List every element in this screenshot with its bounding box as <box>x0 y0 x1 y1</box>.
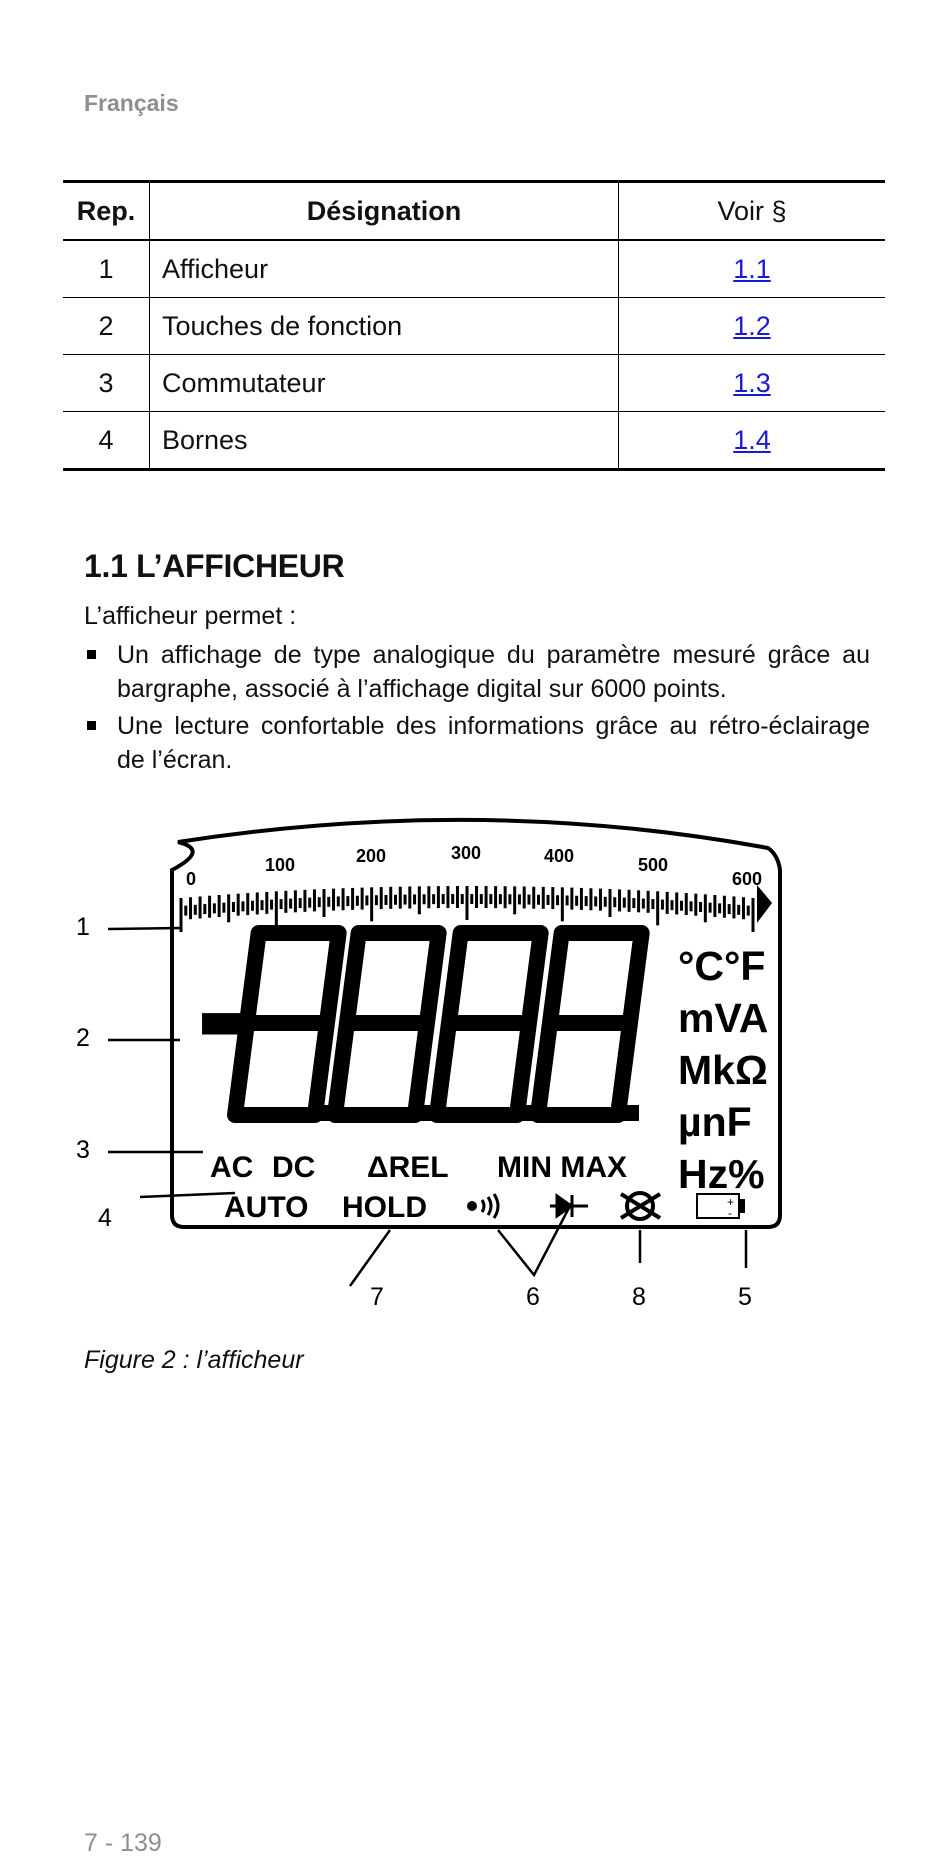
section-link[interactable]: 1.3 <box>733 367 771 398</box>
scale-label: 200 <box>356 846 387 866</box>
feature-list <box>84 638 870 780</box>
list-item <box>84 638 870 706</box>
section-title: 1.1 L’AFFICHEUR <box>84 548 345 584</box>
auto-label: AUTO <box>224 1191 309 1224</box>
seven-segment-digits <box>235 933 642 1121</box>
callout-number: 6 <box>526 1283 540 1311</box>
bargraph-arrow-icon <box>757 885 772 923</box>
bullet-text: Une lecture confortable des informations grâce au rétro-éclairage de l’écran. <box>117 712 870 774</box>
scale-label: 400 <box>544 846 575 866</box>
intro-text: L’afficheur permet : <box>84 602 297 630</box>
callout-number: 5 <box>738 1283 752 1311</box>
svg-text:-: - <box>728 1206 732 1220</box>
continuity-icon <box>467 1194 498 1218</box>
auto-power-off-icon <box>621 1193 660 1219</box>
hold-label: HOLD <box>342 1191 427 1224</box>
rep-cell: 1 <box>63 240 150 298</box>
scale-label: 100 <box>265 855 296 875</box>
callout-number: 1 <box>76 913 90 941</box>
section-link[interactable]: 1.1 <box>733 253 771 284</box>
svg-text:+: + <box>727 1195 735 1209</box>
designation-cell: Commutateur <box>150 355 619 412</box>
column-header-rep: Rep. <box>63 182 150 241</box>
section-link[interactable]: 1.2 <box>733 310 771 341</box>
ref-cell <box>619 412 886 470</box>
rel-label: ΔREL <box>367 1151 449 1184</box>
rep-cell: 3 <box>63 355 150 412</box>
bullet-square-icon <box>87 721 96 730</box>
scale-label: 500 <box>638 855 669 875</box>
callout-number: 3 <box>76 1136 90 1164</box>
rep-cell: 2 <box>63 298 150 355</box>
unit-mva: mVA <box>678 995 769 1041</box>
callout-number: 7 <box>370 1283 384 1311</box>
unit-temperature: °C°F <box>678 943 766 989</box>
unit-hz-percent: Hz% <box>678 1151 765 1197</box>
rep-cell: 4 <box>63 412 150 470</box>
table-header-row <box>63 182 885 241</box>
column-header-designation: Désignation <box>150 182 619 241</box>
list-item <box>84 709 870 777</box>
table-row <box>63 240 885 298</box>
column-header-voir: Voir § <box>619 182 886 241</box>
bullet-text: Un affichage de type analogique du paramètre mesuré grâce au bargraphe, associé à l’affichage digital sur 6000 points. <box>117 641 870 703</box>
table-row <box>63 412 885 470</box>
page-number: 7 - 139 <box>84 1829 162 1857</box>
callout-number: 2 <box>76 1024 90 1052</box>
callout-number: 8 <box>632 1283 646 1311</box>
reference-table <box>63 180 885 471</box>
table-row <box>63 298 885 355</box>
battery-icon <box>697 1194 744 1220</box>
language-label: Français <box>84 90 179 116</box>
bullet-square-icon <box>87 650 96 659</box>
scale-label: 0 <box>186 869 197 889</box>
ref-cell <box>619 355 886 412</box>
decimal-point <box>623 1105 639 1121</box>
unit-mkohm: MkΩ <box>678 1047 768 1093</box>
minus-sign: - <box>180 929 271 1103</box>
unit-unf: µnF <box>678 1099 752 1145</box>
scale-label: 300 <box>451 843 482 863</box>
designation-cell: Bornes <box>150 412 619 470</box>
callout-number: 4 <box>98 1204 112 1232</box>
min-max-label: MIN MAX <box>497 1151 627 1184</box>
lcd-display-figure <box>60 805 800 1325</box>
table-row <box>63 355 885 412</box>
ref-cell <box>619 298 886 355</box>
section-link[interactable]: 1.4 <box>733 424 771 455</box>
ac-label: AC <box>210 1151 254 1184</box>
designation-cell: Touches de fonction <box>150 298 619 355</box>
designation-cell: Afficheur <box>150 240 619 298</box>
figure-caption: Figure 2 : l’afficheur <box>84 1346 304 1374</box>
scale-label: 600 <box>732 869 763 889</box>
dc-label: DC <box>272 1151 316 1184</box>
ref-cell <box>619 240 886 298</box>
